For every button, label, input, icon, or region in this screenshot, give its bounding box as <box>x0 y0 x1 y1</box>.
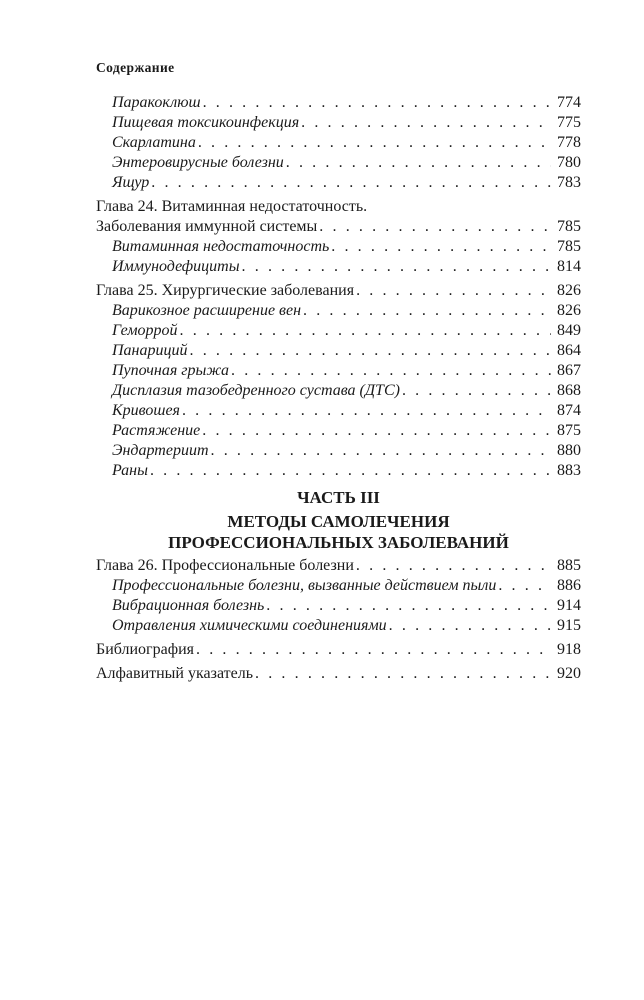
page-number: 778 <box>557 134 581 151</box>
part-title-line-2: ПРОФЕССИОНАЛЬНЫХ ЗАБОЛЕВАНИЙ <box>168 533 509 552</box>
toc-entry[interactable] <box>96 133 581 153</box>
toc-entry[interactable] <box>96 113 581 133</box>
page-number: 867 <box>557 362 581 379</box>
toc-entry[interactable] <box>96 237 581 257</box>
dot-leader <box>356 281 551 301</box>
chapter-26-items <box>96 576 581 636</box>
toc-entry[interactable] <box>96 421 581 441</box>
page-number: 785 <box>557 218 581 235</box>
toc-entry[interactable] <box>96 257 581 277</box>
dot-leader <box>303 301 551 321</box>
entry-title: Профессиональные болезни, вызванные действием пыли <box>112 577 497 594</box>
page-number: 849 <box>557 322 581 339</box>
toc-entry[interactable] <box>96 301 581 321</box>
dot-leader <box>301 113 551 133</box>
page-number: 920 <box>557 665 581 682</box>
entry-title: Растяжение <box>112 422 201 439</box>
entry-title: Вибрационная болезнь <box>112 597 265 614</box>
page-number: 780 <box>557 154 581 171</box>
toc-entry[interactable] <box>96 341 581 361</box>
toc-entry-chapter-26[interactable] <box>96 556 581 576</box>
dot-leader <box>231 361 551 381</box>
page-number: 826 <box>557 282 581 299</box>
entry-title: Глава 26. Профессиональные болезни <box>96 557 354 574</box>
chapter-24-title: Глава 24. Витаминная недостаточность. <box>96 198 368 215</box>
entry-title: Отравления химическими соединениями <box>112 617 387 634</box>
page-number: 874 <box>557 402 581 419</box>
part-title-line-1: МЕТОДЫ САМОЛЕЧЕНИЯ <box>227 512 450 531</box>
page-number: 875 <box>557 422 581 439</box>
dot-leader <box>402 381 551 401</box>
entry-title: Пищевая токсикоинфекция <box>112 114 300 131</box>
toc-entry[interactable] <box>96 173 581 193</box>
toc-entry[interactable] <box>96 461 581 481</box>
toc-entry[interactable] <box>96 401 581 421</box>
entry-title: Иммунодефициты <box>112 258 240 275</box>
page-number: 864 <box>557 342 581 359</box>
dot-leader <box>389 616 551 636</box>
entry-title: Скарлатина <box>112 134 196 151</box>
dot-leader <box>319 217 551 237</box>
entry-title: Энтеровирусные болезни <box>112 154 284 171</box>
page-number: 915 <box>557 617 581 634</box>
entry-title: Панариций <box>112 342 188 359</box>
dot-leader <box>242 257 551 277</box>
dot-leader <box>266 596 551 616</box>
toc-entry[interactable] <box>96 153 581 173</box>
table-of-contents <box>96 93 581 684</box>
page-number: 880 <box>557 442 581 459</box>
dot-leader <box>180 321 551 341</box>
dot-leader <box>202 421 551 441</box>
toc-entry[interactable] <box>96 441 581 461</box>
entry-title: Раны <box>112 462 148 479</box>
dot-leader <box>198 133 551 153</box>
toc-entry[interactable] <box>96 321 581 341</box>
page-number: 885 <box>557 557 581 574</box>
entry-title: Заболевания иммунной системы <box>96 218 318 235</box>
toc-entry[interactable] <box>96 381 581 401</box>
running-header: Содержание <box>96 60 175 75</box>
dot-leader <box>211 441 551 461</box>
entry-title: Паракоклюш <box>112 94 201 111</box>
dot-leader <box>331 237 551 257</box>
toc-entry-bibliography[interactable] <box>96 640 581 660</box>
toc-entry[interactable] <box>96 596 581 616</box>
page-number: 774 <box>557 94 581 111</box>
toc-entry-chapter-25[interactable] <box>96 281 581 301</box>
dot-leader <box>286 153 551 173</box>
entry-title: Дисплазия тазобедренного сустава (ДТС) <box>112 382 400 399</box>
page-number: 918 <box>557 641 581 658</box>
dot-leader <box>203 93 551 113</box>
page-number: 883 <box>557 462 581 479</box>
entry-title: Пупочная грыжа <box>112 362 229 379</box>
page-number: 886 <box>557 577 581 594</box>
entry-title: Ящур <box>112 174 150 191</box>
toc-entry[interactable] <box>96 576 581 596</box>
toc-entry[interactable] <box>96 361 581 381</box>
page-number: 826 <box>557 302 581 319</box>
dot-leader <box>255 664 551 684</box>
page-number: 785 <box>557 238 581 255</box>
section-group <box>96 93 581 193</box>
toc-entry-chapter-24[interactable] <box>96 217 581 237</box>
dot-leader <box>498 576 551 596</box>
dot-leader <box>151 173 551 193</box>
toc-entry[interactable] <box>96 93 581 113</box>
entry-title: Библиография <box>96 641 194 658</box>
entry-title: Геморрой <box>112 322 178 339</box>
entry-title: Варикозное расширение вен <box>112 302 302 319</box>
entry-title: Эндартериит <box>112 442 209 459</box>
page-number: 775 <box>557 114 581 131</box>
chapter-25-items <box>96 301 581 481</box>
dot-leader <box>182 401 551 421</box>
dot-leader <box>150 461 551 481</box>
entry-title: Алфавитный указатель <box>96 665 254 682</box>
page-number: 814 <box>557 258 581 275</box>
page-number: 868 <box>557 382 581 399</box>
entry-title: Кривошея <box>112 402 180 419</box>
page-number: 914 <box>557 597 581 614</box>
toc-entry-index[interactable] <box>96 664 581 684</box>
entry-title: Витаминная недостаточность <box>112 238 330 255</box>
part-label: ЧАСТЬ III <box>297 488 380 507</box>
dot-leader <box>190 341 552 361</box>
chapter-24-items <box>96 237 581 277</box>
dot-leader <box>196 640 551 660</box>
toc-entry[interactable] <box>96 616 581 636</box>
page-number: 783 <box>557 174 581 191</box>
entry-title: Глава 25. Хирургические заболевания <box>96 282 355 299</box>
dot-leader <box>356 556 551 576</box>
